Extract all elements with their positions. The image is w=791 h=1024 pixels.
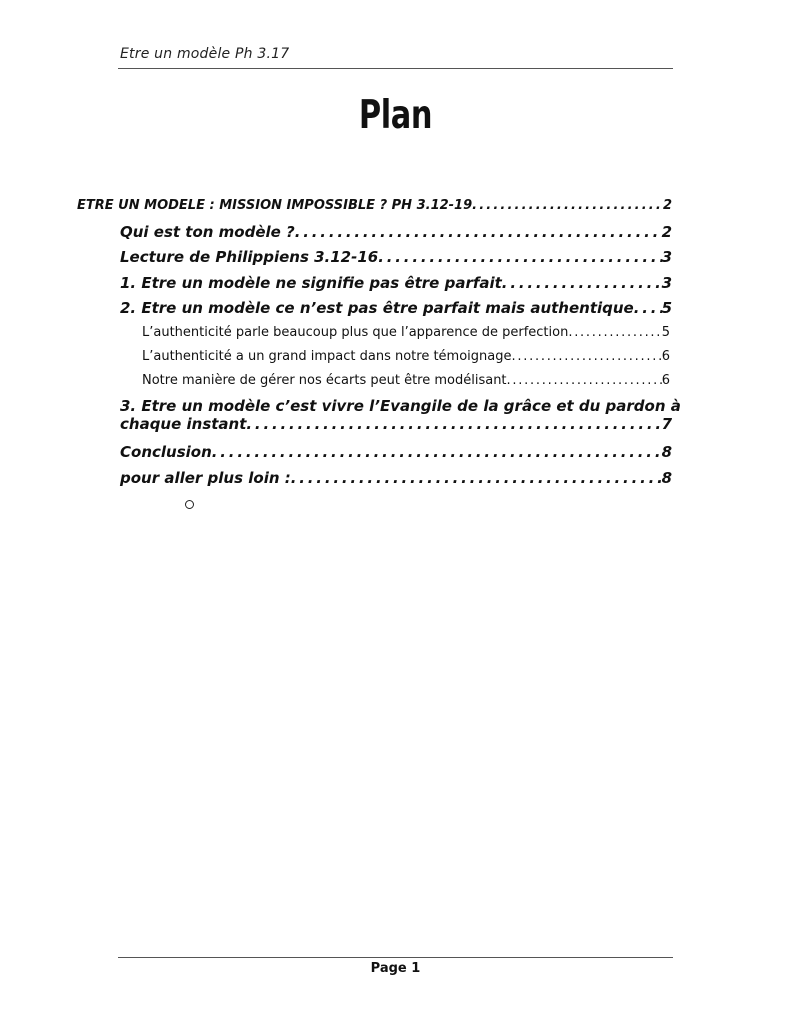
toc-leader-dots xyxy=(502,274,662,292)
toc-entry-title: pour aller plus loin : xyxy=(120,469,291,487)
toc-leader-dots xyxy=(291,469,662,487)
toc-entry-title: ETRE UN MODELE : MISSION IMPOSSIBLE ? PH 3.12-19 xyxy=(77,198,473,213)
toc-entry-section[interactable] xyxy=(120,299,672,317)
toc-entry-title: Conclusion xyxy=(120,443,212,461)
toc-leader-dots xyxy=(472,198,663,213)
toc-entry-page: 6 xyxy=(661,373,670,388)
toc-entry-title: 3. Etre un modèle c’est vivre l’Evangile de la grâce et du pardon à xyxy=(120,397,681,415)
toc-entry-title: L’authenticité a un grand impact dans notre témoignage xyxy=(142,349,512,364)
toc-entry-page: 5 xyxy=(661,325,670,340)
toc-leader-dots xyxy=(212,443,662,461)
toc-entry-page: 8 xyxy=(661,443,672,461)
page-title: Plan xyxy=(358,93,433,138)
toc-entry-title: Lecture de Philippiens 3.12-16 xyxy=(120,248,379,266)
toc-leader-dots xyxy=(568,325,661,340)
toc-entry-title: L’authenticité parle beaucoup plus que l’apparence de perfection xyxy=(142,325,569,340)
toc-entry-page: 3 xyxy=(661,274,672,292)
toc-leader-dots xyxy=(246,415,661,433)
toc-entry-page: 3 xyxy=(661,248,672,266)
toc-entry-title: Notre manière de gérer nos écarts peut être modélisant xyxy=(142,373,507,388)
toc-entry-section[interactable] xyxy=(120,223,672,241)
toc-entry-title-continued: chaque instant xyxy=(120,415,247,433)
running-header: Etre un modèle Ph 3.17 xyxy=(120,46,290,62)
toc-entry-page: 7 xyxy=(661,415,672,433)
toc-leader-dots xyxy=(295,223,662,241)
toc-entry-section[interactable] xyxy=(120,469,672,487)
toc-entry-subsection[interactable] xyxy=(142,325,670,340)
page-number-footer: Page 1 xyxy=(370,961,421,976)
toc-entry-section[interactable] xyxy=(120,443,672,461)
toc-entry-subsection[interactable] xyxy=(142,349,670,364)
toc-entry-page: 6 xyxy=(661,349,670,364)
footer-rule xyxy=(118,957,673,958)
hollow-bullet-icon xyxy=(185,500,194,509)
toc-entry-subsection[interactable] xyxy=(142,373,670,388)
toc-entry-page: 2 xyxy=(662,198,672,213)
toc-entry-page: 2 xyxy=(661,223,672,241)
toc-leader-dots xyxy=(378,248,661,266)
toc-entry-section[interactable] xyxy=(120,248,672,266)
toc-entry-page: 5 xyxy=(661,299,672,317)
toc-entry-page: 8 xyxy=(661,469,672,487)
toc-entry-title: Qui est ton modèle ? xyxy=(120,223,295,241)
toc-entry-title: 1. Etre un modèle ne signifie pas être parfait xyxy=(120,274,502,292)
toc-entry-chapter[interactable] xyxy=(77,198,672,213)
toc-entry-section[interactable] xyxy=(120,397,681,433)
header-rule xyxy=(118,68,673,69)
toc-leader-dots xyxy=(634,299,662,317)
toc-leader-dots xyxy=(512,349,662,364)
toc-entry-title: 2. Etre un modèle ce n’est pas être parfait mais authentique xyxy=(120,299,634,317)
toc-entry-section[interactable] xyxy=(120,274,672,292)
toc-leader-dots xyxy=(507,373,662,388)
